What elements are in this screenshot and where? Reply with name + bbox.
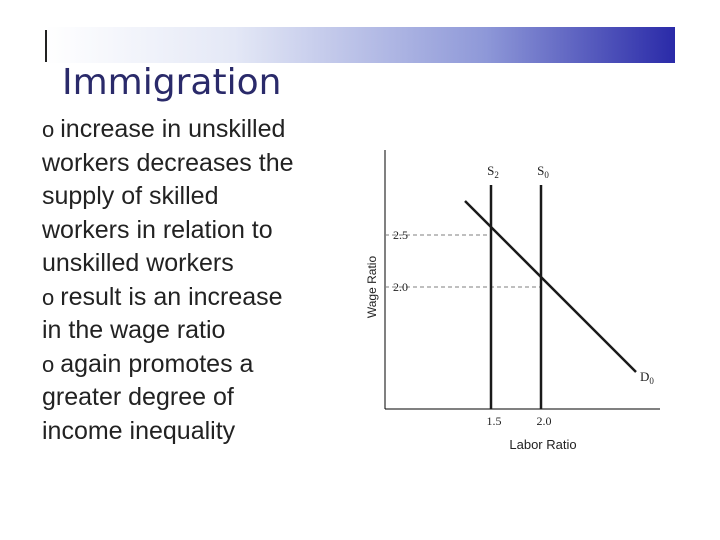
supply-label-s0: $S_0$ <box>537 163 549 180</box>
x-tick-label-1: 1.5 <box>486 414 502 428</box>
bullet-1-line-4: workers in relation to <box>42 215 273 244</box>
bullet-1-line-3: supply of skilled <box>42 182 219 210</box>
bullet-text: result is an increase <box>60 282 283 311</box>
bullet-2-line-2: in the wage ratio <box>42 316 226 344</box>
y-tick-label-2: 2.0 <box>393 280 408 294</box>
bullet-text: again promotes a <box>60 349 254 378</box>
bullet-1-line-2: workers decreases the <box>42 148 294 177</box>
demand-label: $D_0$ <box>640 369 654 386</box>
supply-label-s2: $S_2$ <box>487 163 499 180</box>
bullet-marker: o <box>42 351 55 377</box>
x-tick-label-2: 2.0 <box>536 414 552 428</box>
bullet-1-line-5: unskilled workers <box>42 249 234 277</box>
slide-title: Immigration <box>62 62 282 103</box>
diagram-layer <box>365 150 660 452</box>
y-axis-title: Wage Ratio <box>365 255 379 319</box>
bullet-marker: o <box>42 117 55 142</box>
bullet-3-line-3: income inequality <box>42 416 236 445</box>
y-tick-label-1: 2.5 <box>393 228 408 242</box>
bullet-3-line-2: greater degree of <box>42 383 234 411</box>
x-axis-title: Labor Ratio <box>509 437 577 452</box>
bullet-text: increase in unskilled <box>60 115 286 143</box>
bullet-marker: o <box>42 284 55 310</box>
